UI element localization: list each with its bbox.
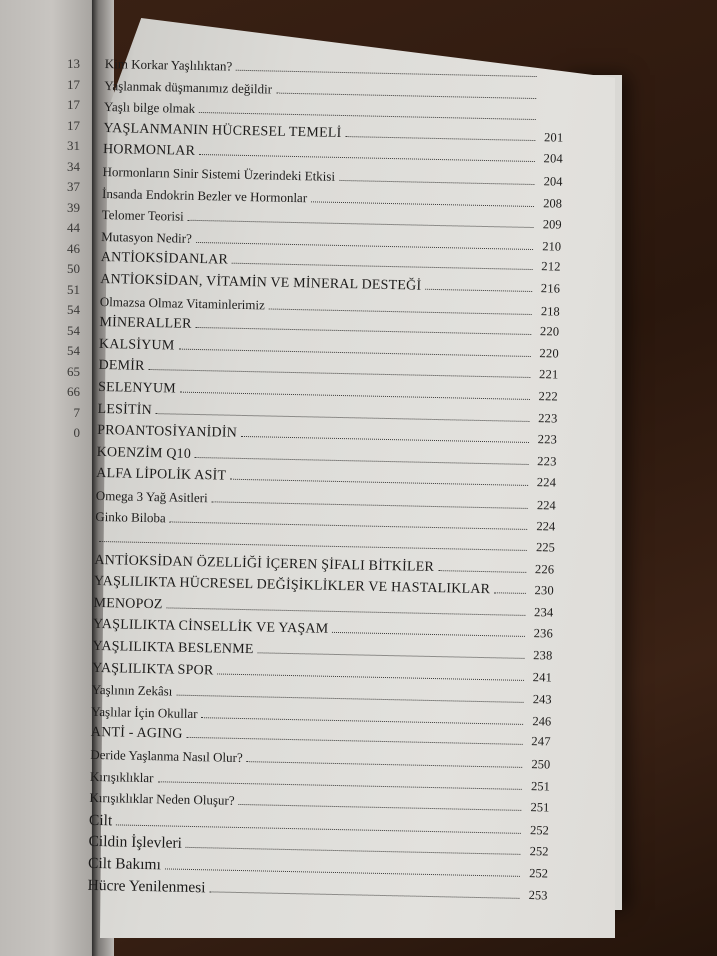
- toc-entry-page-number: 241: [532, 669, 553, 685]
- toc-entry-page-number: 252: [529, 844, 549, 859]
- toc-entry-title: YAŞLILIKTA SPOR: [92, 660, 214, 679]
- dot-leader: [157, 781, 521, 790]
- dot-leader: [149, 369, 531, 378]
- toc-entry-page-number: 224: [536, 498, 556, 513]
- left-page-number: 54: [67, 343, 80, 358]
- toc-entry-page-number: [538, 120, 564, 121]
- dot-leader: [196, 242, 533, 250]
- left-page: [0, 0, 100, 956]
- dot-leader: [178, 348, 530, 356]
- toc-entry-page-number: 252: [529, 822, 550, 838]
- left-page-number: 0: [73, 425, 80, 440]
- dot-leader: [269, 308, 532, 315]
- left-page-number: 34: [67, 158, 80, 174]
- toc-entry-title: Cilt: [88, 811, 113, 830]
- toc-entry-page-number: 224: [536, 519, 556, 534]
- toc-entry-page-number: 216: [540, 281, 561, 296]
- dot-leader: [201, 717, 523, 725]
- toc-entry-title: Deride Yaşlanma Nasıl Olur?: [90, 746, 243, 766]
- dot-leader: [494, 593, 526, 595]
- toc-entry-page-number: 201: [543, 129, 564, 145]
- toc-entry-title: YAŞLANMANIN HÜCRESEL TEMELİ: [103, 120, 342, 141]
- toc-entry-title: YAŞLILIKTA CİNSELLİK VE YAŞAM: [92, 617, 329, 638]
- toc-entry-page-number: 234: [533, 604, 554, 620]
- toc-entry-page-number: 225: [535, 540, 555, 555]
- toc-entry-title: ANTİOKSİDAN ÖZELLİĞİ İÇEREN ŞİFALI BİTKİLER: [94, 552, 435, 575]
- toc-entry-page-number: 236: [533, 626, 554, 641]
- toc-entry-title: ALFA LİPOLİK ASİT: [96, 466, 227, 484]
- dot-leader: [345, 136, 535, 141]
- dot-leader: [99, 541, 527, 551]
- toc-entry-page-number: 253: [528, 887, 548, 903]
- left-page-number: 54: [67, 302, 80, 317]
- left-page-number: 39: [67, 199, 80, 215]
- toc-entry-page-number: 250: [531, 757, 551, 772]
- toc-entry-page-number: 204: [543, 174, 563, 189]
- toc-entry-title: Telomer Teorisi: [101, 207, 184, 224]
- toc-entry-page-number: [539, 77, 565, 78]
- left-page-number: 17: [67, 76, 80, 92]
- toc-entry-page-number: 223: [537, 453, 557, 469]
- toc-entry-title: Kırışıklıklar Neden Oluşur?: [89, 790, 235, 809]
- dot-leader: [276, 92, 536, 98]
- left-page-number: 54: [67, 322, 80, 338]
- toc-entry-page-number: 252: [529, 866, 549, 881]
- toc-entry-page-number: 238: [533, 648, 553, 663]
- dot-leader: [247, 761, 523, 768]
- toc-entry-page-number: 243: [532, 692, 552, 707]
- toc-entry-title: Kim Korkar Yaşlılıktan?: [104, 56, 233, 74]
- dot-leader: [332, 632, 525, 637]
- left-page-number: 66: [67, 384, 80, 399]
- dot-leader: [257, 652, 524, 659]
- left-page-number: 44: [67, 220, 80, 235]
- dot-leader: [195, 457, 529, 465]
- dot-leader: [180, 392, 530, 400]
- toc-entry-title: Ginko Biloba: [95, 509, 166, 526]
- toc-entry-title: ANTİOKSİDAN, VİTAMİN VE MİNERAL DESTEĞİ: [100, 271, 422, 294]
- left-page-number: 65: [67, 363, 80, 379]
- left-page-number: 7: [73, 404, 80, 420]
- left-page-number: 17: [67, 117, 80, 133]
- dot-leader: [236, 70, 536, 77]
- table-of-contents: [87, 56, 565, 908]
- left-page-number: 31: [67, 138, 80, 153]
- toc-entry-page-number: 230: [534, 583, 555, 598]
- dot-leader: [209, 891, 519, 898]
- dot-leader: [339, 180, 534, 185]
- toc-entry-title: Kırışıklıklar: [89, 768, 154, 785]
- toc-entry-title: Cildin İşlevleri: [88, 833, 183, 853]
- toc-entry-page-number: 221: [538, 367, 559, 382]
- toc-entry-title: Cilt Bakımı: [87, 854, 162, 874]
- toc-entry-title: ANTİOKSİDANLAR: [100, 250, 229, 268]
- dot-leader: [217, 673, 524, 680]
- dot-leader: [196, 327, 532, 335]
- toc-entry-page-number: 204: [543, 151, 564, 166]
- toc-entry-title: İnsanda Endokrin Bezler ve Hormonlar: [101, 185, 308, 205]
- toc-entry-page-number: 209: [542, 217, 562, 232]
- dot-leader: [199, 154, 535, 162]
- dot-leader: [199, 112, 536, 120]
- dot-leader: [116, 824, 521, 833]
- left-page-number: 50: [67, 261, 80, 276]
- left-page-number: 17: [67, 97, 80, 112]
- dot-leader: [170, 522, 528, 530]
- toc-entry-page-number: 218: [540, 303, 560, 319]
- toc-entry-page-number: 247: [531, 734, 551, 749]
- dot-leader: [241, 436, 529, 443]
- toc-entry-title: Hormonların Sinir Sistemi Üzerindeki Etkisi: [102, 163, 336, 184]
- toc-entry-title: Hücre Yenilenmesi: [87, 876, 206, 896]
- dot-leader: [212, 501, 528, 509]
- toc-entry-page-number: 220: [539, 324, 560, 339]
- toc-entry-title: PROANTOSİYANİDİN: [96, 423, 238, 441]
- toc-entry-title: Olmazsa Olmaz Vitaminlerimiz: [99, 293, 266, 312]
- toc-entry-page-number: 226: [534, 561, 555, 577]
- toc-entry-title: KALSİYUM: [98, 336, 175, 354]
- dot-leader: [230, 479, 528, 486]
- toc-entry-page-number: 208: [543, 195, 563, 211]
- left-page-number: 13: [67, 56, 80, 71]
- dot-leader: [438, 570, 526, 573]
- toc-entry-title: MENOPOZ: [93, 595, 163, 613]
- toc-entry-title: Yaşlılar İçin Okullar: [91, 703, 198, 721]
- toc-entry-title: YAŞLILIKTA BESLENME: [92, 638, 254, 658]
- toc-entry-page-number: 210: [542, 238, 562, 254]
- toc-entry-title: SELENYUM: [97, 379, 177, 397]
- toc-entry-title: ANTİ - AGING: [90, 725, 183, 743]
- toc-entry-page-number: 220: [539, 345, 560, 361]
- dot-leader: [311, 201, 534, 207]
- dot-leader: [156, 413, 530, 422]
- toc-entry-title: HORMONLAR: [102, 142, 196, 160]
- toc-entry-title: Yaşlanmak düşmanımız değildir: [104, 77, 273, 97]
- toc-entry-page-number: 251: [530, 800, 550, 815]
- toc-entry-page-number: 223: [537, 432, 558, 447]
- toc-entry-title: Omega 3 Yağ Asitleri: [95, 487, 208, 506]
- dot-leader: [176, 695, 523, 703]
- dot-leader: [186, 847, 521, 855]
- toc-entry-title: Mutasyon Nedir?: [101, 228, 192, 246]
- left-page-number: 46: [67, 240, 80, 256]
- left-page-number: 51: [67, 281, 80, 297]
- toc-entry-page-number: [538, 99, 564, 100]
- left-page-numbers: [0, 56, 80, 446]
- toc-entry-page-number: 223: [538, 410, 558, 426]
- toc-entry-page-number: 212: [541, 259, 561, 274]
- dot-leader: [238, 804, 521, 811]
- dot-leader: [425, 289, 532, 292]
- toc-entry-title: Yaşlının Zekâsı: [91, 682, 173, 699]
- toc-entry-title: LESİTİN: [97, 401, 153, 418]
- dot-leader: [232, 263, 533, 270]
- toc-entry-title: DEMİR: [98, 358, 145, 375]
- toc-entry-title: MİNERALLER: [99, 315, 192, 332]
- dot-leader: [187, 737, 523, 745]
- toc-entry-page-number: 251: [530, 778, 550, 794]
- toc-entry-page-number: 224: [536, 475, 557, 490]
- toc-entry-title: YAŞLILIKTA HÜCRESEL DEĞİŞİKLİKLER VE HASTALIKLAR: [93, 574, 491, 598]
- dot-leader: [188, 220, 534, 228]
- toc-entry-page-number: 222: [538, 389, 559, 404]
- toc-entry-title: Yaşlı bilge olmak: [103, 99, 196, 117]
- toc-entry-page-number: 246: [532, 713, 552, 729]
- left-page-number: 37: [67, 179, 80, 194]
- dot-leader: [165, 868, 520, 876]
- dot-leader: [167, 607, 526, 616]
- toc-entry-title: KOENZİM Q10: [96, 444, 192, 462]
